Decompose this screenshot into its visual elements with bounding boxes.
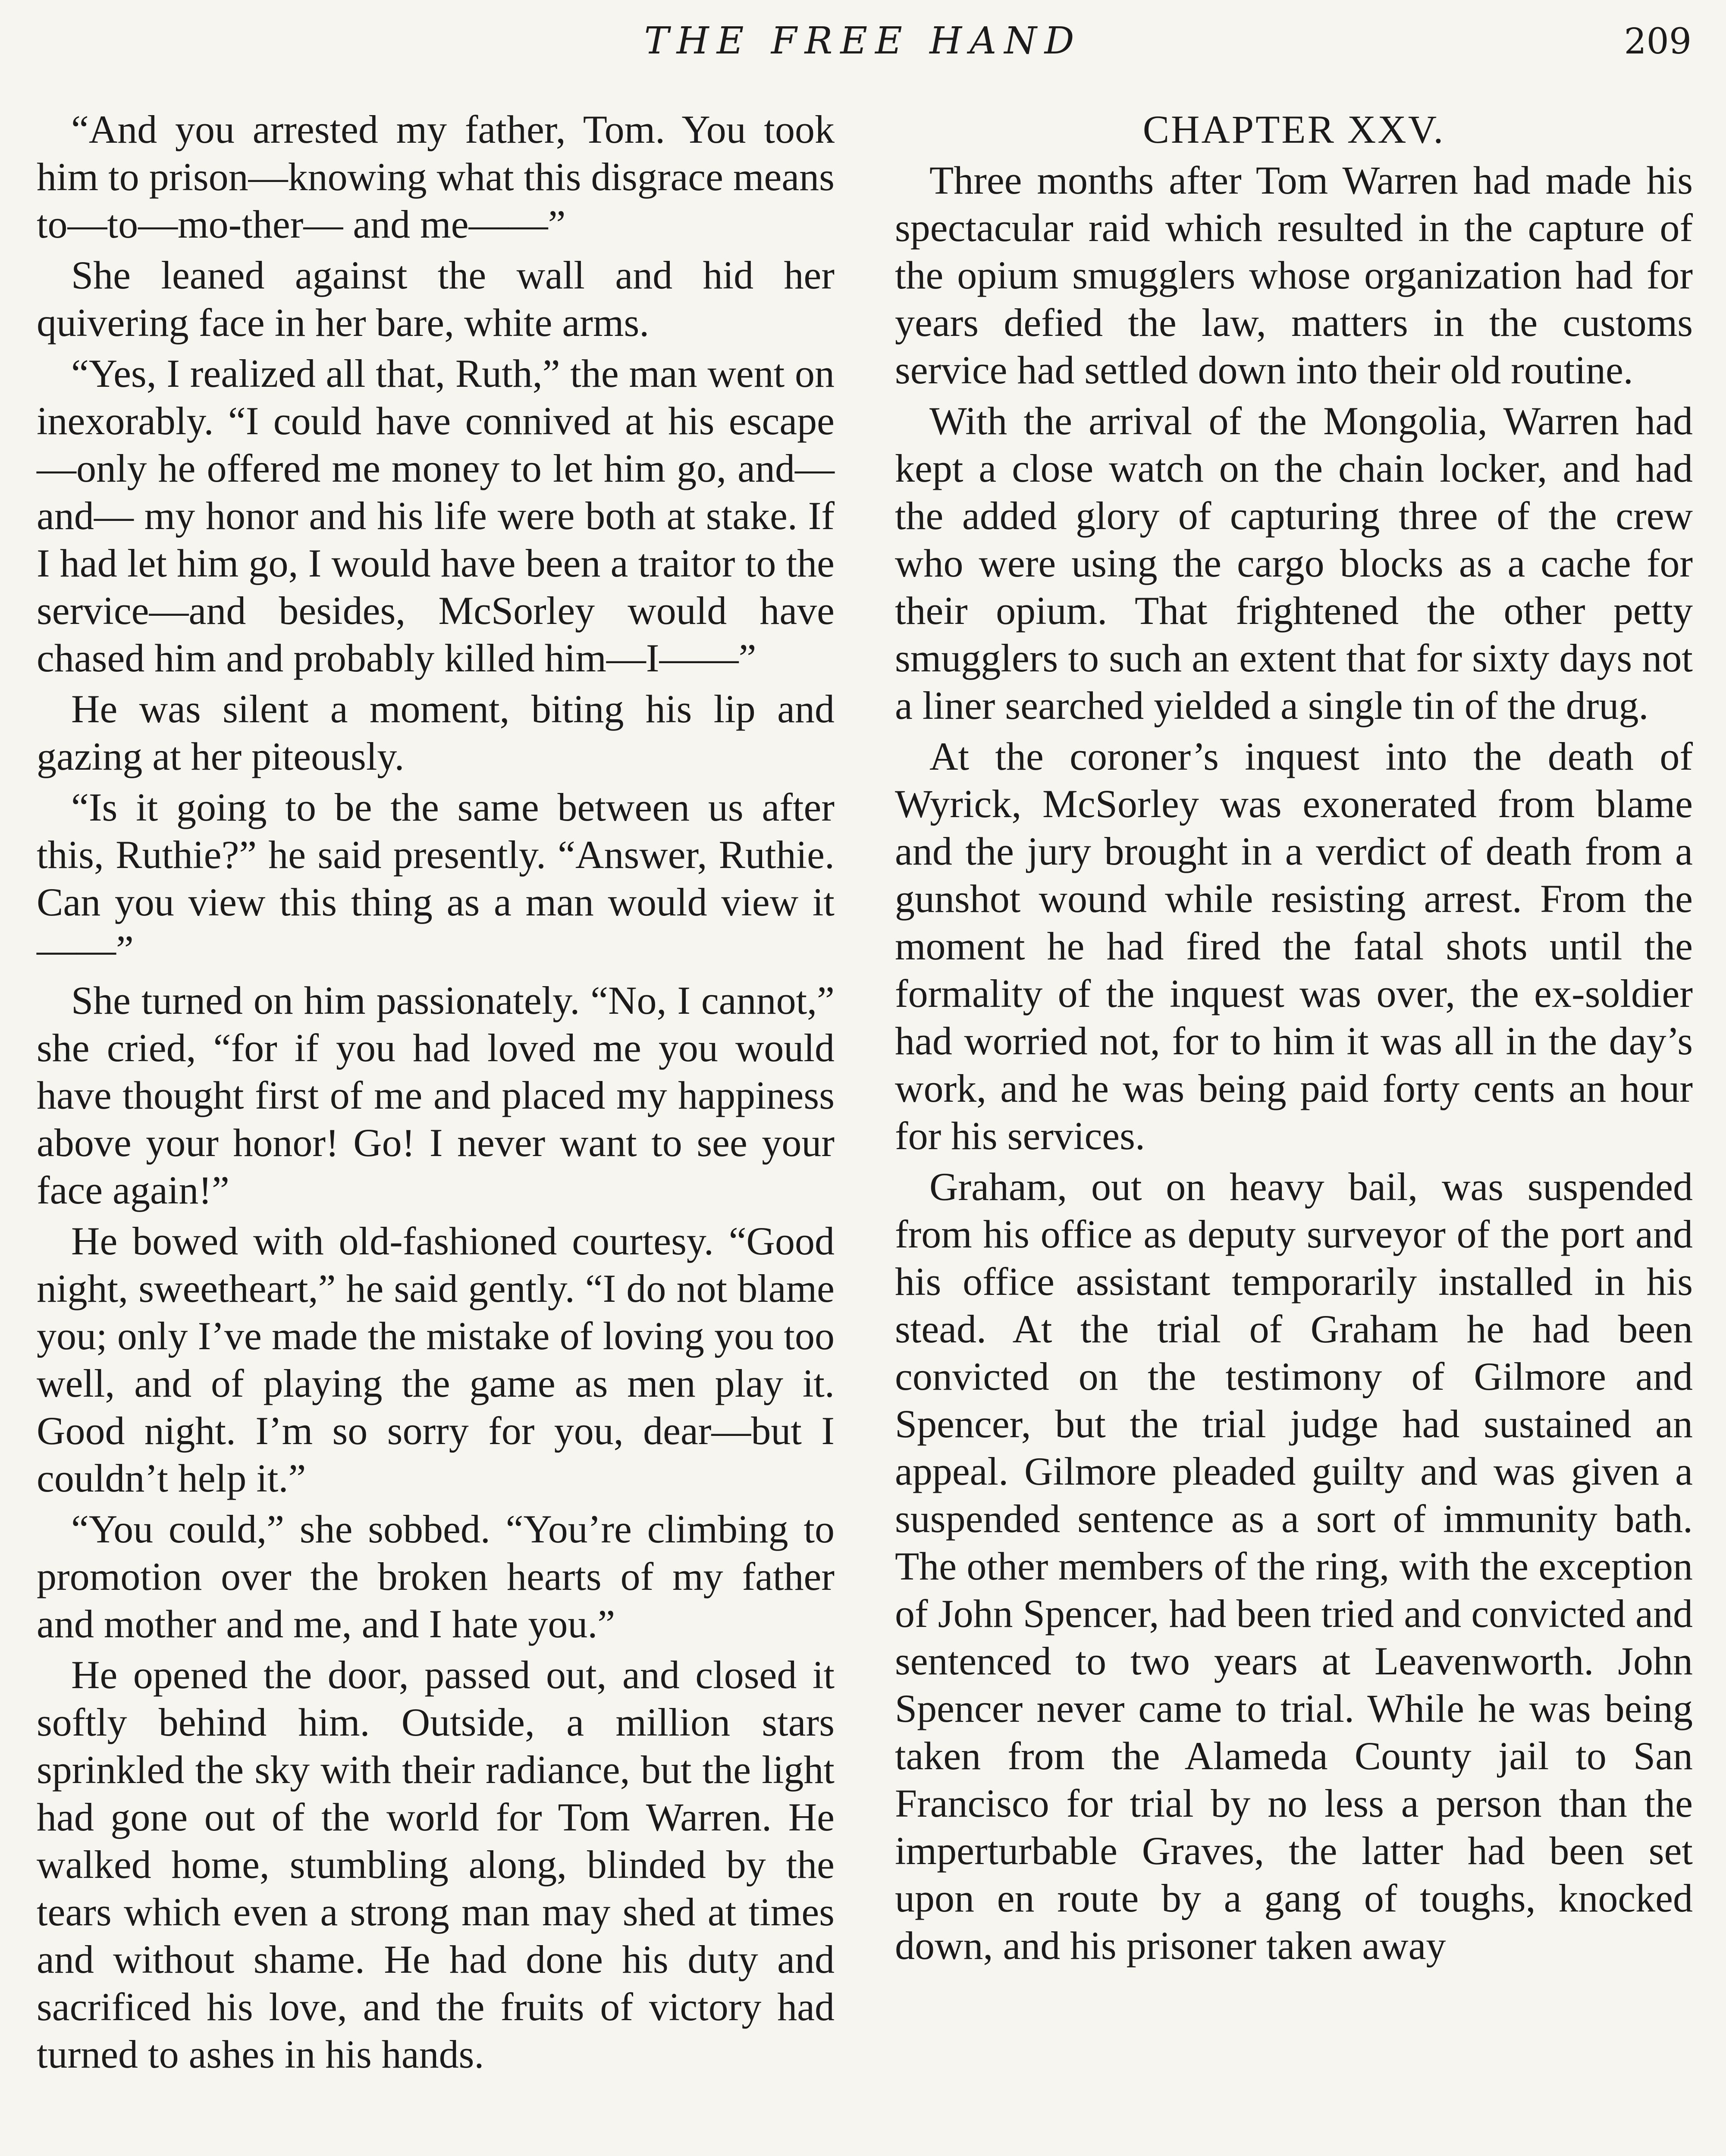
paragraph: He opened the door, passed out, and closed it softly behind him. Outside, a million stars sprinkled the sky with their radiance, but the light had gone out of the world for Tom Warren. He walked home, stumbling along, blinded by the tears which even a strong man may shed at times and without shame. He had done his duty and sacrificed his love, and the fruits of victory had turned to ashes in his hands.: [37, 1653, 835, 2076]
right-column: [895, 106, 1693, 1973]
paragraph: “And you arrested my father, Tom. You took him to prison—knowing what this disgrace means to—to—mo-ther— and me——”: [37, 107, 835, 246]
running-head: [0, 17, 1726, 73]
running-title: THE FREE HAND: [644, 19, 1082, 63]
page-number: 209: [1624, 21, 1691, 62]
paragraph: “You could,” she sobbed. “You’re climbing to promotion over the broken hearts of my father and mother and me, and I hate you.”: [37, 1507, 835, 1646]
paragraph: Graham, out on heavy bail, was suspended from his office as deputy surveyor of the port and his office assistant temporarily installed in his stead. At the trial of Graham he had been convicted on the testimony of Gilmore and Spencer, but the trial judge had sustained an appeal. Gilmore pleaded guilty and was given a suspended sentence as a sort of immunity bath. The other members of the ring, with the exception of John Spencer, had been tried and convicted and sentenced to two years at Leavenworth. John Spencer never came to trial. While he was being taken from the Alameda County jail to San Francisco for trial by no less a person than the imperturbable Graves, the latter had been set upon en route by a gang of toughs, knocked down, and his prisoner taken away: [895, 1165, 1693, 1968]
paragraph: She turned on him passionately. “No, I cannot,” she cried, “for if you had loved me you would have thought first of me and placed my happiness above your honor! Go! I never want to see your face again!”: [37, 978, 835, 1212]
paragraph: Three months after Tom Warren had made his spectacular raid which resulted in the capture of the opium smugglers whose organization had for years defied the law, matters in the customs service had settled down into their old routine.: [895, 158, 1693, 392]
paragraph: With the arrival of the Mongolia, Warren had kept a close watch on the chain locker, and had the added glory of capturing three of the crew who were using the cargo blocks as a cache for their opium. That frightened the other petty smugglers to such an extent that for sixty days not a liner searched yielded a single tin of the drug.: [895, 399, 1693, 727]
paragraph: He bowed with old-fashioned courtesy. “Good night, sweetheart,” he said gently. “I do not blame you; only I’ve made the mistake of loving you too well, and of playing the game as men play it. Good night. I’m so sorry for you, dear—but I couldn’t help it.”: [37, 1219, 835, 1500]
paragraph: “Is it going to be the same between us after this, Ruthie?” he said presently. “Answer, Ruthie. Can you view this thing as a man would view it——”: [37, 785, 835, 971]
paragraph: “Yes, I realized all that, Ruth,” the man went on inexorably. “I could have connived at his escape—only he offered me money to let him go, and—and— my honor and his life were both at stake. If I had let him go, I would have been a traitor to the service—and besides, McSorley would have chased him and probably killed him—I——”: [37, 351, 835, 680]
chapter-heading: CHAPTER XXV.: [1142, 107, 1445, 151]
paragraph: She leaned against the wall and hid her quivering face in her bare, white arms.: [37, 253, 835, 345]
paragraph: At the coroner’s inquest into the death of Wyrick, McSorley was exonerated from blame and the jury brought in a verdict of death from a gunshot wound while resisting arrest. From the moment he had fired the fatal shots until the formality of the inquest was over, the ex-soldier had worried not, for to him it was all in the day’s work, and he was being paid forty cents an hour for his services.: [895, 734, 1693, 1158]
paragraph: He was silent a moment, biting his lip and gazing at her piteously.: [37, 687, 835, 778]
left-column: [37, 106, 835, 2081]
